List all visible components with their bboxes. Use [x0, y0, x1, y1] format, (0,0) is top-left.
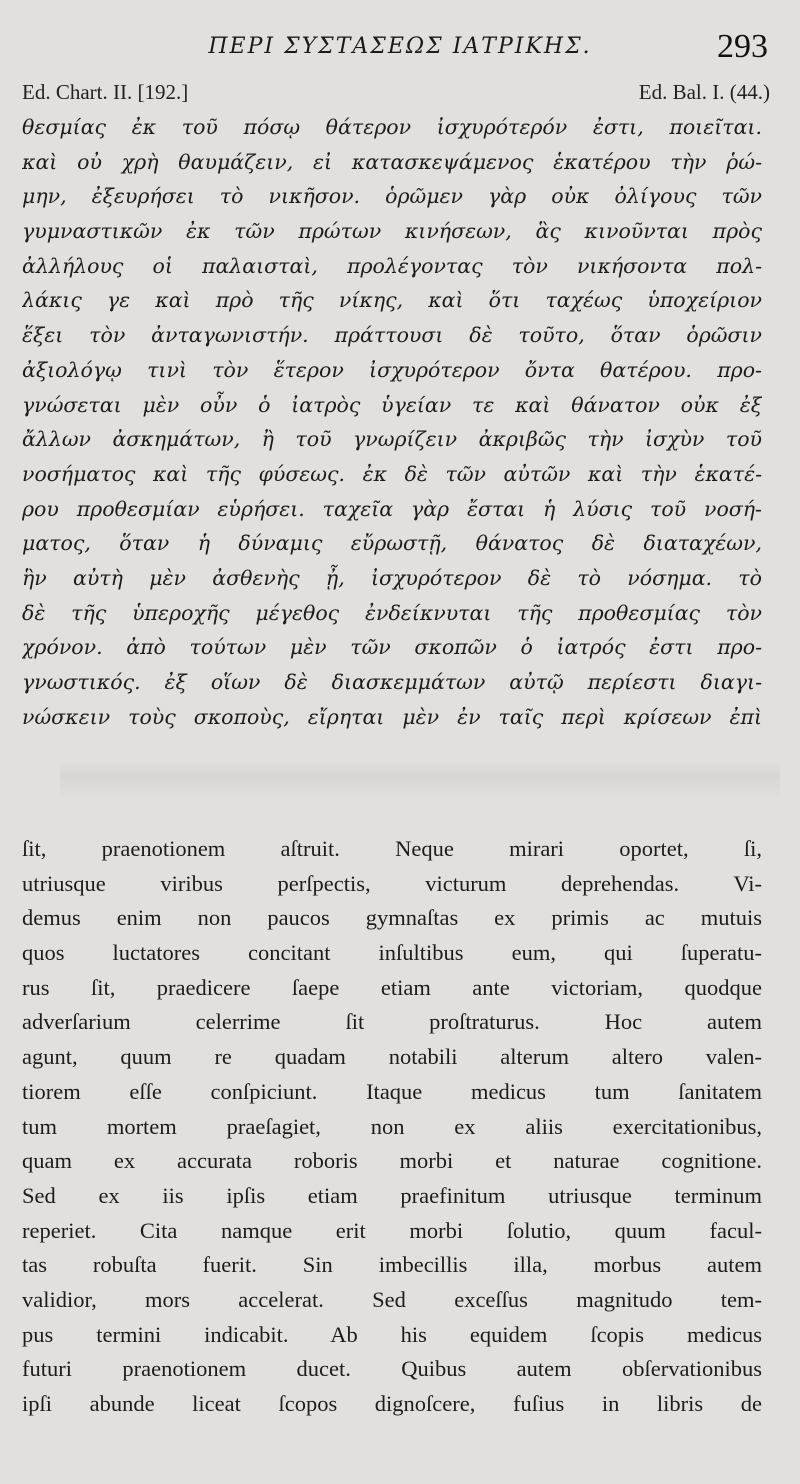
latin-line: quam ex accurata roboris morbi et naturae cognitione. [22, 1148, 762, 1174]
latin-line: reperiet. Cita namque erit morbi ſolutio, quum facul- [22, 1217, 762, 1243]
greek-line: μην, ἐξευρήσει τὸ νικῆσον. ὁρῶμεν γὰρ οὐκ ὀλίγους τῶν [22, 184, 762, 209]
greek-line: ἕξει τὸν ἀνταγωνιστήν. πράττουσι δὲ τοῦτο, ὅταν ὁρῶσιν [22, 323, 762, 348]
greek-line: καὶ οὐ χρὴ θαυμάζειν, εἰ κατασκεψάμενος ἑκατέρου τὴν ῥώ- [22, 149, 762, 174]
greek-line: δὲ τῆς ὑπεροχῆς μέγεθος ἐνδείκνυται τῆς προθεσμίας τὸν [22, 600, 762, 625]
latin-line: Sed ex iis ipſis etiam praefinitum utriusque terminum [22, 1182, 762, 1208]
latin-line: quos luctatores concitant inſultibus eum, qui ſuperatu- [22, 940, 762, 966]
latin-line: tas robuſta fuerit. Sin imbecillis illa, morbus autem [22, 1252, 762, 1278]
greek-text-block [22, 110, 762, 734]
latin-line: demus enim non paucos gymnaſtas ex primis ac mutuis [22, 905, 762, 931]
latin-line: validior, mors accelerat. Sed exceſſus magnitudo tem- [22, 1286, 762, 1312]
greek-line: ἀλλήλους οἱ παλαισταὶ, προλέγοντας τὸν νικήσοντα πολ- [22, 253, 762, 278]
latin-line: futuri praenotionem ducet. Quibus autem obſervationibus [22, 1356, 762, 1382]
latin-line: ipſi abunde liceat ſcopos dignoſcere, fuſius in libris de [22, 1391, 762, 1416]
greek-line: ρου προθεσμίαν εὑρήσει. ταχεῖα γὰρ ἔσται ἡ λύσις τοῦ νοσή- [22, 496, 762, 521]
latin-line: utriusque viribus perſpectis, victurum deprehendas. Vi- [22, 870, 762, 896]
bleed-through-shadow [60, 760, 780, 800]
greek-line: ἀξιολόγῳ τινὶ τὸν ἕτερον ἰσχυρότερον ὄντα θατέρου. προ- [22, 357, 762, 382]
latin-line: pus termini indicabit. Ab his equidem ſcopis medicus [22, 1321, 762, 1347]
greek-line: ματος, ὅταν ἡ δύναμις εὔρωστῇ, θάνατος δὲ διαταχέων, [22, 531, 762, 556]
greek-line: γνώσεται μὲν οὖν ὁ ἰατρὸς ὑγείαν τε καὶ θάνατον οὐκ ἐξ [22, 392, 762, 417]
latin-line: tum mortem praeſagiet, non ex aliis exercitationibus, [22, 1113, 762, 1139]
greek-line: νοσήματος καὶ τῆς φύσεως. ἐκ δὲ τῶν αὐτῶν καὶ τὴν ἑκατέ- [22, 461, 762, 486]
edition-chart-reference: Ed. Chart. II. [192.] [22, 80, 189, 104]
page-number: 293 [717, 28, 768, 65]
latin-line: agunt, quum re quadam notabili alterum altero valen- [22, 1044, 762, 1070]
greek-line: λάκις γε καὶ πρὸ τῆς νίκης, καὶ ὅτι ταχέως ὑποχείριον [22, 288, 762, 313]
edition-references [22, 80, 770, 110]
latin-text-block [22, 832, 762, 1422]
latin-line: ſit, praenotionem aſtruit. Neque mirari oportet, ſi, [22, 836, 762, 861]
edition-basel-reference: Ed. Bal. I. (44.) [638, 80, 770, 104]
greek-line: θεσμίας ἐκ τοῦ πόσῳ θάτερον ἰσχυρότερόν ἐστι, ποιεῖται. [22, 115, 762, 139]
greek-line: γνωστικός. ἐξ οἵων δὲ διασκεμμάτων αὐτῷ περίεστι διαγι- [22, 670, 762, 694]
greek-line: ἣν αὐτὴ μὲν ἀσθενὴς ᾖ, ἰσχυρότερον δὲ τὸ νόσημα. τὸ [22, 565, 762, 590]
greek-line: χρόνον. ἀπὸ τούτων μὲν τῶν σκοπῶν ὁ ἰατρός ἐστι προ- [22, 635, 762, 660]
greek-line: γυμναστικῶν ἐκ τῶν πρώτων κινήσεων, ἃς κινοῦνται πρὸς [22, 219, 762, 244]
running-title: ΠΕΡΙ ΣΥΣΤΑΣΕΩΣ ΙΑΤΡΙΚΗΣ. [208, 34, 592, 59]
greek-line: ἄλλων ἀσκημάτων, ἢ τοῦ γνωρίζειν ἀκριβῶς τὴν ἰσχὺν τοῦ [22, 427, 762, 452]
latin-line: rus ſit, praedicere ſaepe etiam ante victoriam, quodque [22, 974, 762, 1000]
latin-line: adverſarium celerrime ſit proſtraturus. Hoc autem [22, 1009, 762, 1035]
latin-line: tiorem eſſe conſpiciunt. Itaque medicus tum ſanitatem [22, 1078, 762, 1104]
greek-line: νώσκειν τοὺς σκοποὺς, εἴρηται μὲν ἐν ταῖς περὶ κρίσεων ἐπὶ [22, 704, 762, 729]
page-header [0, 28, 800, 68]
